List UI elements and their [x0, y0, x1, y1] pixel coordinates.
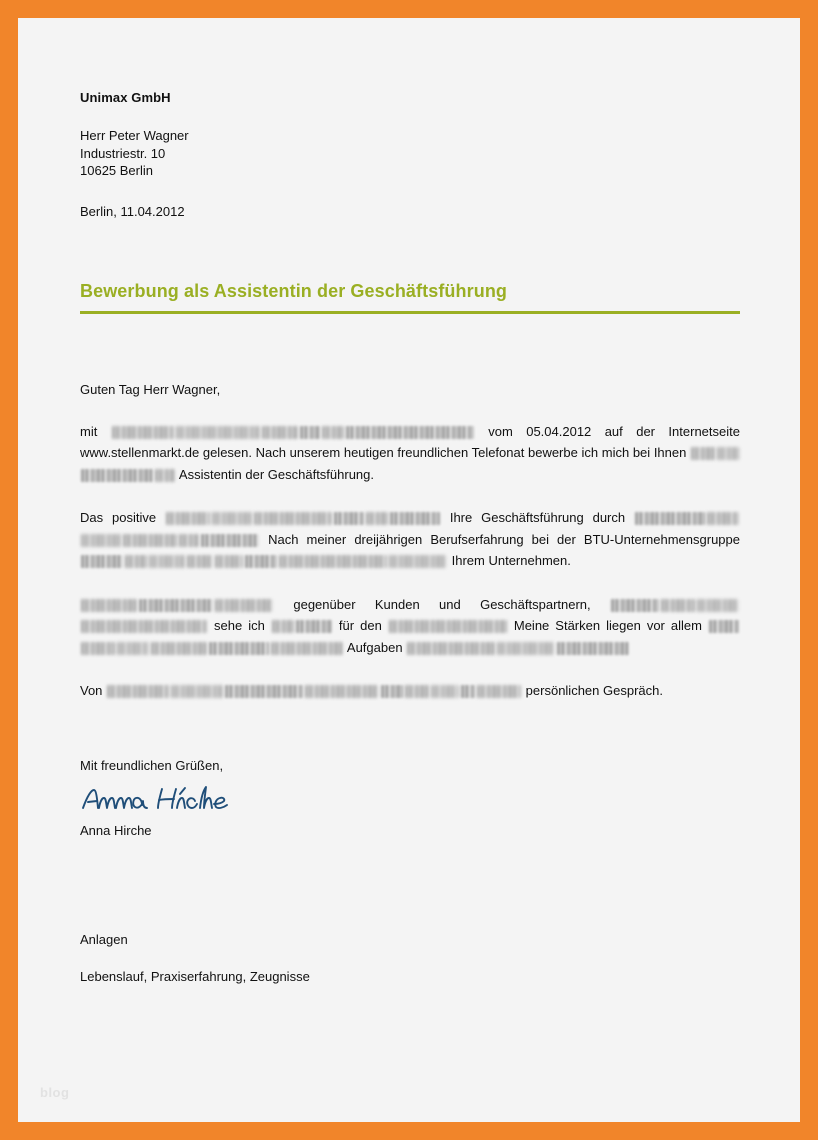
paragraph-3-segment-2: sehe ich — [214, 618, 265, 633]
attachments-title: Anlagen — [80, 931, 128, 947]
paragraph-3-segment-3: für den — [338, 618, 382, 633]
paragraph-3-segment-5: Aufgaben — [346, 639, 403, 655]
paragraph-1-segment-2: vom 05.04.2012 auf der Internetseite www.stellenmarkt.de gelesen. Nach unserem heutigen freundlichen Telefonat bewerbe ich mich bei Ihnen — [80, 423, 740, 460]
recipient-line: 10625 Berlin — [80, 163, 153, 178]
redacted-text — [271, 642, 343, 655]
redacted-text — [691, 447, 715, 460]
redacted-text — [296, 620, 332, 633]
paragraph-2-segment-2: Ihre Geschäftsführung durch — [449, 510, 626, 525]
recipient-line: Herr Peter Wagner — [80, 128, 189, 143]
redacted-text — [697, 599, 739, 612]
redacted-text — [322, 426, 344, 439]
redacted-text — [381, 685, 403, 698]
closing-greeting: Mit freundlichen Grüßen, — [80, 757, 224, 773]
redacted-text — [305, 685, 379, 698]
redacted-text — [431, 685, 459, 698]
redacted-text — [107, 685, 169, 698]
redacted-text — [179, 534, 199, 547]
redacted-text — [81, 599, 137, 612]
redacted-text — [81, 469, 153, 482]
redacted-text — [611, 599, 659, 612]
redacted-text — [81, 534, 121, 547]
redacted-text — [225, 685, 303, 698]
redacted-text — [81, 642, 115, 655]
paragraph-2-segment-4: Ihrem Unternehmen. — [451, 553, 571, 568]
redacted-text — [279, 555, 387, 568]
redacted-text — [334, 512, 364, 525]
redacted-text — [81, 620, 207, 633]
letter-page — [18, 18, 800, 1122]
redacted-text — [171, 685, 223, 698]
subject-heading: Bewerbung als Assistentin der Geschäftsführung — [80, 280, 508, 301]
paragraph-3 — [80, 594, 740, 659]
redacted-text — [123, 534, 177, 547]
subject-block — [80, 281, 740, 314]
redacted-text — [187, 555, 213, 568]
paragraph-3-segment-1: gegenüber Kunden und Geschäftspartnern, — [293, 596, 591, 612]
redacted-text — [405, 685, 429, 698]
paragraph-4-segment-2: persönlichen Gespräch. — [525, 683, 663, 698]
redacted-text — [215, 555, 243, 568]
redacted-text — [262, 426, 298, 439]
redacted-text — [245, 555, 277, 568]
redacted-text — [557, 642, 629, 655]
letter-body — [80, 382, 740, 702]
redacted-text — [215, 599, 273, 612]
salutation: Guten Tag Herr Wagner, — [80, 381, 221, 397]
redacted-text — [151, 642, 207, 655]
redacted-text — [272, 620, 294, 633]
place-and-date: Berlin, 11.04.2012 — [80, 203, 185, 219]
redacted-text — [389, 555, 447, 568]
redacted-text — [390, 512, 440, 525]
signer-name: Anna Hirche — [80, 822, 152, 838]
paragraph-2-segment-3: Nach meiner dreijährigen Berufserfahrung bei der BTU-Unternehmensgruppe — [268, 531, 740, 547]
redacted-text — [346, 426, 474, 439]
redacted-text — [176, 426, 260, 439]
redacted-text — [139, 599, 213, 612]
watermark: blog — [40, 1085, 70, 1100]
redacted-text — [461, 685, 475, 698]
redacted-text — [707, 512, 739, 525]
redacted-text — [366, 512, 388, 525]
redacted-text — [125, 555, 147, 568]
paragraph-4 — [80, 680, 740, 702]
paragraph-4-segment-1: Von — [80, 683, 103, 698]
heading-rule — [80, 311, 740, 314]
paragraph-1 — [80, 421, 740, 486]
redacted-text — [407, 642, 495, 655]
paragraph-1-segment-1: mit — [80, 423, 98, 439]
redacted-text — [709, 620, 739, 633]
redacted-text — [117, 642, 149, 655]
paragraph-1-segment-3: Assistentin der Geschäftsführung. — [178, 466, 375, 482]
attachments-list: Lebenslauf, Praxiserfahrung, Zeugnisse — [80, 968, 310, 984]
redacted-text — [155, 469, 175, 482]
redacted-text — [635, 512, 705, 525]
redacted-text — [477, 685, 521, 698]
letter-content — [80, 90, 740, 984]
redacted-text — [209, 642, 269, 655]
paragraph-2-segment-1: Das positive — [80, 510, 157, 525]
redacted-text — [201, 534, 259, 547]
redacted-text — [112, 426, 174, 439]
company-name: Unimax GmbH — [80, 90, 171, 105]
redacted-text — [254, 512, 332, 525]
redacted-text — [212, 512, 252, 525]
paragraph-3-segment-4: Meine Stärken liegen vor allem — [513, 618, 702, 633]
redacted-text — [497, 642, 555, 655]
redacted-text — [81, 555, 123, 568]
redacted-text — [389, 620, 507, 633]
redacted-text — [717, 447, 739, 460]
recipient-line: Industriestr. 10 — [80, 145, 166, 161]
paragraph-2 — [80, 507, 740, 572]
redacted-text — [300, 426, 320, 439]
attachments-block — [80, 932, 740, 984]
redacted-text — [149, 555, 185, 568]
recipient-address — [80, 127, 740, 180]
signature-image — [80, 781, 240, 817]
closing-block — [80, 758, 740, 838]
redacted-text — [166, 512, 210, 525]
redacted-text — [661, 599, 695, 612]
